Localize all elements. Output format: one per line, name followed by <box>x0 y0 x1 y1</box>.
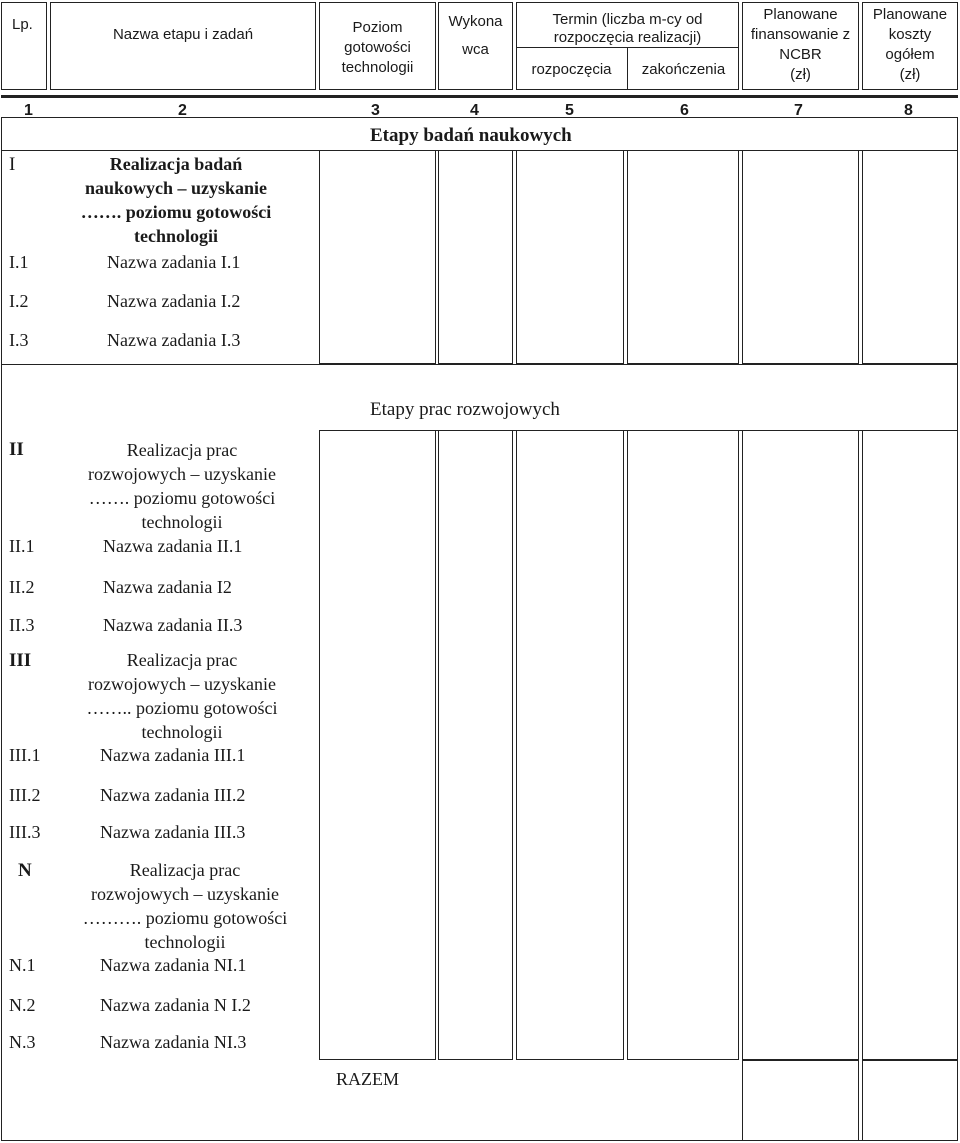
header-total-cost: Planowane koszty ogółem (zł) <box>872 6 948 83</box>
task-name: Nazwa zadania I2 <box>103 577 232 597</box>
column-number-1: 1 <box>24 102 33 119</box>
header-term-end: zakończenia <box>641 61 726 78</box>
column-number-2: 2 <box>178 102 187 119</box>
dev-start-cell[interactable] <box>516 430 624 1060</box>
header-name-cell <box>50 2 316 90</box>
task-name: Nazwa zadania N I.2 <box>100 995 251 1015</box>
header-readiness-level: Poziom gotowości technologii <box>341 19 414 76</box>
header-lp: Lp. <box>12 16 33 33</box>
header-term: Termin (liczba m-cy od rozpoczęcia realizacji) <box>552 11 703 46</box>
task-name: Nazwa zadania NI.1 <box>100 955 247 975</box>
task-id: II.3 <box>9 615 35 635</box>
task-id: II.1 <box>9 536 35 556</box>
header-term-start: rozpoczęcia <box>531 61 612 78</box>
column-number-7: 7 <box>794 102 803 119</box>
header-executor: Wykona wca <box>448 13 503 58</box>
header-ncbr-funding: Planowane finansowanie z NCBR (zł) <box>750 6 851 83</box>
total-cost-cell[interactable] <box>862 1060 958 1141</box>
task-id: I.1 <box>9 252 29 272</box>
task-id: II.2 <box>9 577 35 597</box>
task-name: Nazwa zadania I.3 <box>107 330 241 350</box>
column-number-6: 6 <box>680 102 689 119</box>
phase-i-ncbr-cell[interactable] <box>742 150 859 364</box>
header-stage-name: Nazwa etapu i zadań <box>112 26 254 43</box>
phase-i-title: Realizacja badań naukowych – uzyskanie ……. poziomu gotowości technologii <box>80 154 272 246</box>
development-section-top <box>1 364 958 365</box>
task-id: N.1 <box>9 955 36 975</box>
total-label: RAZEM <box>336 1069 399 1089</box>
task-id: III.2 <box>9 785 41 805</box>
research-section-title: Etapy badań naukowych <box>370 125 572 146</box>
phase-i-total-cell[interactable] <box>862 150 958 364</box>
phase-i-start-cell[interactable] <box>516 150 624 364</box>
task-id: N.3 <box>9 1032 36 1052</box>
task-name: Nazwa zadania NI.3 <box>100 1032 247 1052</box>
phase-ii-title: Realizacja prac rozwojowych – uzyskanie ……. poziomu gotowości technologii <box>88 440 276 532</box>
phase-i-end-cell[interactable] <box>627 150 739 364</box>
task-name: Nazwa zadania III.3 <box>100 822 246 842</box>
development-section-title: Etapy prac rozwojowych <box>370 399 560 420</box>
task-id: I.2 <box>9 291 29 311</box>
dev-end-cell[interactable] <box>627 430 739 1060</box>
phase-ii-id: II <box>9 439 24 460</box>
task-name: Nazwa zadania III.2 <box>100 785 246 805</box>
task-name: Nazwa zadania I.1 <box>107 252 241 272</box>
column-number-5: 5 <box>565 102 574 119</box>
total-ncbr-cell[interactable] <box>742 1060 859 1141</box>
dev-level-cell[interactable] <box>319 430 436 1060</box>
dev-ncbr-cell[interactable] <box>742 430 859 1060</box>
task-name: Nazwa zadania II.3 <box>103 615 243 635</box>
phase-i-id: I <box>9 154 16 175</box>
phase-i-level-cell[interactable] <box>319 150 436 364</box>
task-id: N.2 <box>9 995 36 1015</box>
column-number-4: 4 <box>470 102 479 119</box>
task-id: III.1 <box>9 745 41 765</box>
column-number-8: 8 <box>904 102 913 119</box>
task-name: Nazwa zadania I.2 <box>107 291 241 311</box>
phase-n-id: N <box>18 860 32 881</box>
phase-i-executor-cell[interactable] <box>438 150 513 364</box>
task-id: I.3 <box>9 330 29 350</box>
dev-executor-cell[interactable] <box>438 430 513 1060</box>
task-id: III.3 <box>9 822 41 842</box>
column-number-rule <box>1 95 958 98</box>
task-name: Nazwa zadania II.1 <box>103 536 243 556</box>
phase-iii-title: Realizacja prac rozwojowych – uzyskanie …….. poziomu gotowości technologii <box>86 650 278 742</box>
phase-n-title: Realizacja prac rozwojowych – uzyskanie ………. poziomu gotowości technologii <box>82 860 288 952</box>
dev-total-cell[interactable] <box>862 430 958 1060</box>
column-number-3: 3 <box>371 102 380 119</box>
task-name: Nazwa zadania III.1 <box>100 745 246 765</box>
phase-iii-id: III <box>9 650 32 671</box>
